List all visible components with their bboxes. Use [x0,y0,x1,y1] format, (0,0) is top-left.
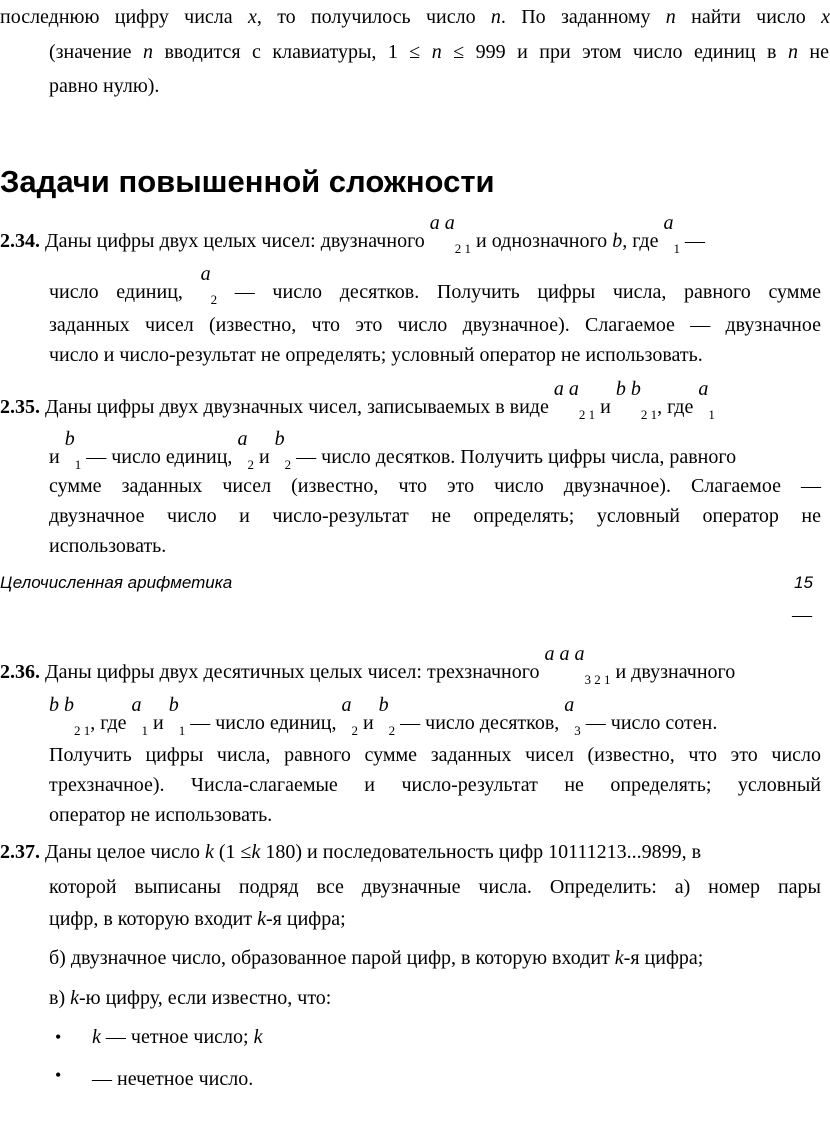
task-234-line-2: число единиц, $a_2$ — число десятков. Получить цифры числа, равного сумме [49,263,821,307]
intro-line-3: равно нулю). [49,75,160,97]
footer-dash: — [792,604,812,626]
section-heading: Задачи повышенной сложности [0,164,495,199]
task-234-line-4: число и число-результат не определять; условный оператор не использовать. [49,344,703,366]
intro-line-2: (значение n вводится с клавиатуры, 1 ≤ n ≤ 999 и при этом число единиц в n не [49,41,830,63]
task-234-line-3: заданных чисел (известно, что это число двузначное). Слагаемое — двузначное [49,314,821,336]
task-237-line-5: в) k-ю цифру, если известно, что: [49,987,332,1009]
bullet-icon: • [55,1027,62,1047]
bullet-item-1: k — четное число; k [92,1026,263,1048]
bullet-icon: • [55,1065,62,1085]
task-237-line-3: цифр, в которую входит k-я цифра; [49,908,346,930]
task-236-line-3: Получить цифры числа, равного сумме заданных чисел (известно, что это число [49,744,821,766]
task-236-line-4: трехзначное). Числа-слагаемые и число-результат не определять; условный [49,774,821,796]
intro-line-1: последнюю цифру числа x, то получилось число n. По заданному n найти число x [0,6,830,28]
bullet-item-2: — нечетное число. [92,1068,254,1090]
task-236-line-5: оператор не использовать. [49,804,273,826]
task-236-line-1: 2.36. Даны цифры двух десятичных целых чисел: трехзначного a a $a_{3 2 1}$ и двузначного [0,643,736,687]
task-235-line-2: и $b_1$ — число единиц, $a_2$ и $b_2$ — число десятков. Получить цифры числа, равного [49,428,737,472]
task-235-line-1: 2.35. Даны цифры двух двузначных чисел, записываемых в виде a $a_{2 1}$ и b $b_{2 1}$, где $a_1$ [0,378,715,422]
task-234-line-1: 2.34. Даны цифры двух целых чисел: двузначного a $a_{2 1}$ и однозначного b, где $a_1$ — [0,212,705,256]
task-237-line-2: которой выписаны подряд все двузначные числа. Определить: а) номер пары [49,876,821,898]
footer-title: Целочисленная арифметика [0,573,233,592]
task-237-line-4: б) двузначное число, образованное парой цифр, в которую входит k-я цифра; [49,947,704,969]
task-237-line-1: 2.37. Даны целое число k (1 ≤k 180) и последовательность цифр 10111213...9899, в [0,841,702,863]
page-number: 15 [794,573,813,592]
task-235-line-5: использовать. [49,535,167,557]
task-235-line-4: двузначное число и число-результат не определять; условный оператор не [49,505,821,527]
task-236-line-2: b $b_{2 1}$, где $a_1$ и $b_1$ — число единиц, $a_2$ и $b_2$ — число десятков, $a_3$ — число сотен. [49,694,718,738]
task-235-line-3: сумме заданных чисел (известно, что это число двузначное). Слагаемое — [49,475,821,497]
